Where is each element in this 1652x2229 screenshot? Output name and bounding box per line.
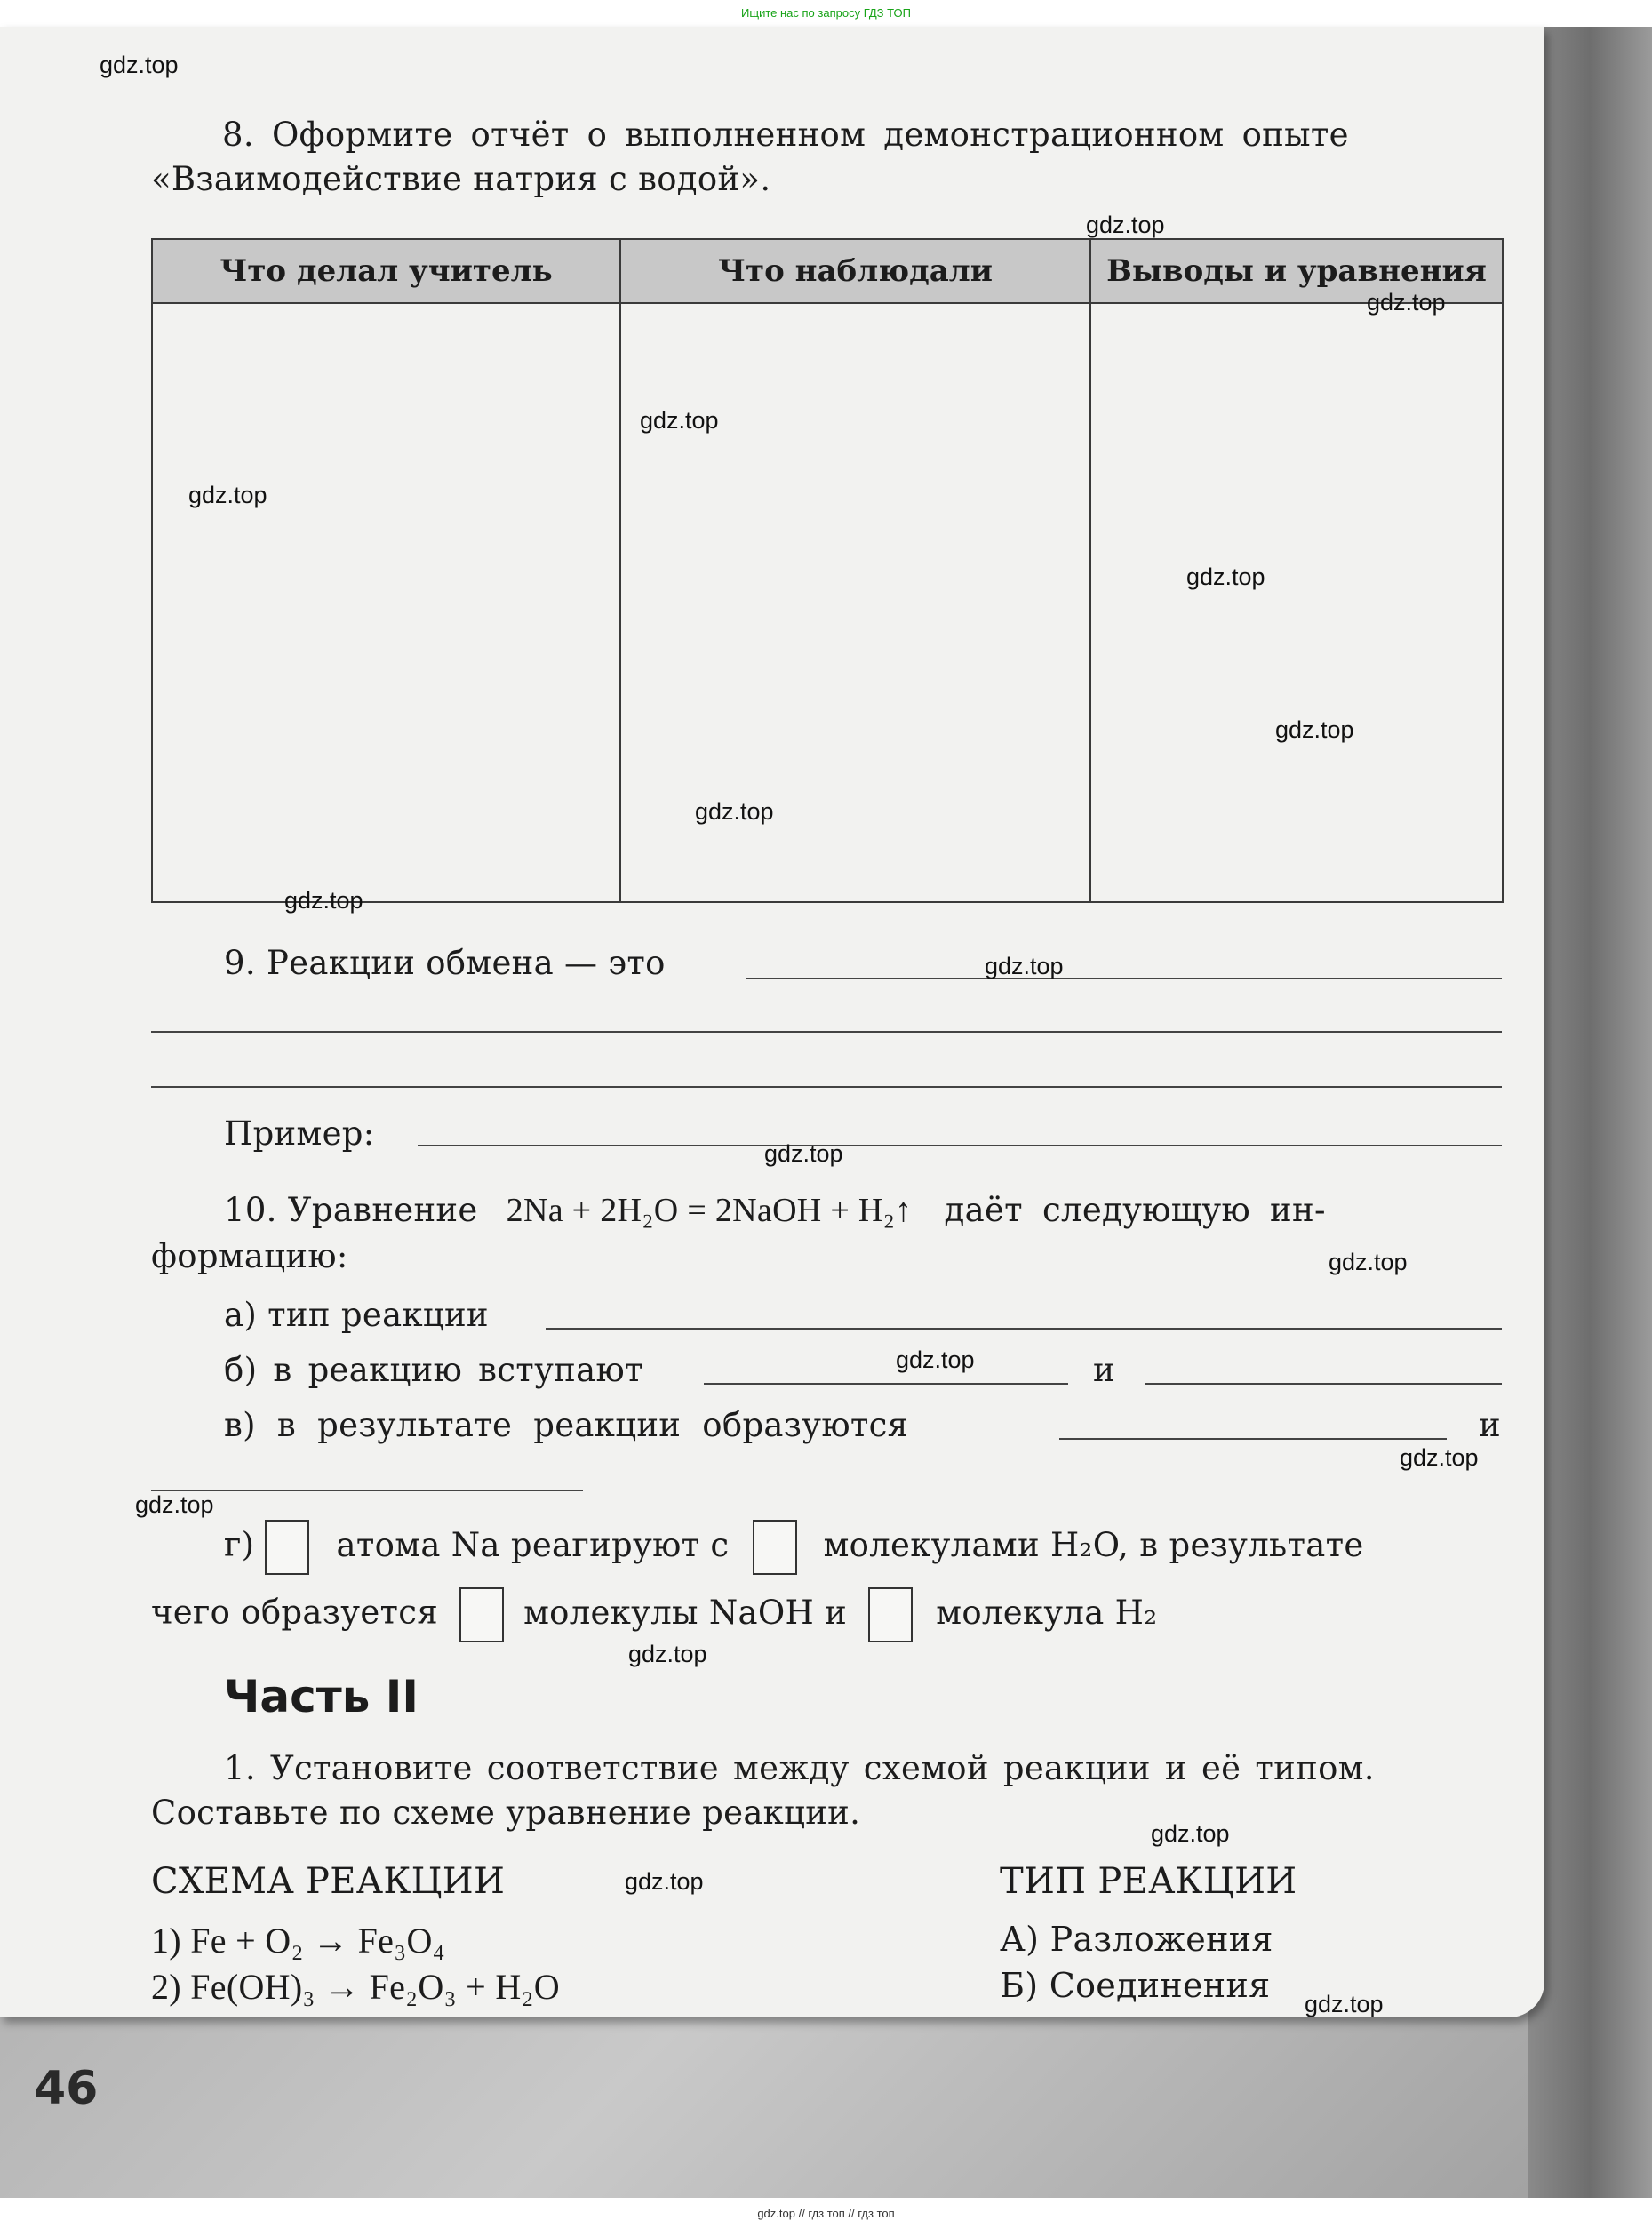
schema-header: СХЕМА РЕАКЦИИ <box>151 1861 506 1902</box>
task8-line2: «Взаимодействие натрия с водой». <box>151 160 771 198</box>
watermark: gdz.top <box>625 1868 704 1895</box>
task10-b-line2[interactable] <box>1145 1383 1502 1385</box>
table-cell-teacher[interactable] <box>152 303 620 902</box>
watermark: gdz.top <box>1086 212 1165 238</box>
task10-g-text2: молекулами H₂O, в результате <box>823 1525 1364 1564</box>
watermark: gdz.top <box>100 52 179 78</box>
task8-line1: 8. Оформите отчёт о выполненном демонстрационном опыте <box>222 116 1349 154</box>
table-header-observed: Что наблюдали <box>620 239 1090 303</box>
task10-a-line[interactable] <box>546 1328 1502 1330</box>
report-table <box>151 238 1504 903</box>
task10-g-row1 <box>224 1520 1364 1575</box>
table-cell-observed[interactable] <box>620 303 1090 902</box>
task10-g-text4: молекулы NaOH и <box>523 1593 848 1632</box>
watermark: gdz.top <box>1151 1820 1230 1847</box>
task10-g-text5: молекула H₂ <box>936 1593 1158 1632</box>
task10-intro-b: даёт следующую ин- <box>944 1191 1326 1229</box>
scheme-2: 2) Fe(OH)₃ → Fe₂O₃ + H₂O <box>151 1967 560 2007</box>
watermark: gdz.top <box>188 482 267 508</box>
task9-label: 9. Реакции обмена — это <box>224 944 666 982</box>
table-cell-conclusions[interactable] <box>1090 303 1503 902</box>
watermark: gdz.top <box>1400 1444 1479 1471</box>
task9-example-line[interactable] <box>418 1145 1502 1146</box>
watermark: gdz.top <box>764 1140 843 1167</box>
watermark: gdz.top <box>985 953 1064 979</box>
type-b: Б) Соединения <box>1000 1966 1271 2005</box>
watermark: gdz.top <box>284 887 363 914</box>
task9-answer-line[interactable] <box>746 978 1502 979</box>
part2-title: Часть II <box>224 1671 419 1722</box>
task10-b-and: и <box>1093 1351 1115 1389</box>
task10-g-text1: атома Na реагируют с <box>336 1525 730 1564</box>
task10-b: б) в реакцию вступают <box>224 1351 643 1389</box>
page-number: 46 <box>34 2062 99 2115</box>
task9-answer-line-3[interactable] <box>151 1086 1502 1088</box>
scheme-1: 1) Fe + O₂ → Fe₃O₄ <box>151 1921 445 1961</box>
watermark: gdz.top <box>628 1641 707 1667</box>
watermark: gdz.top <box>896 1346 975 1373</box>
task10-v: в) в результате реакции образуются <box>224 1406 909 1444</box>
naoh-molecules-box[interactable] <box>459 1587 504 1642</box>
watermark: gdz.top <box>640 407 719 434</box>
watermark: gdz.top <box>695 798 774 825</box>
watermark: gdz.top <box>1367 289 1446 316</box>
task10-v-line2[interactable] <box>151 1490 583 1491</box>
task10-v-line1[interactable] <box>1059 1438 1447 1440</box>
task10-intro <box>224 1191 1326 1230</box>
table-header-teacher: Что делал учитель <box>152 239 620 303</box>
h2-molecule-box[interactable] <box>868 1587 913 1642</box>
part2-task1-line2: Составьте по схеме уравнение реакции. <box>151 1794 861 1832</box>
bottom-banner[interactable]: gdz.top // гдз топ // гдз топ <box>757 2207 895 2220</box>
task10-v-and: и <box>1479 1406 1501 1444</box>
watermark: gdz.top <box>1329 1249 1408 1275</box>
task10-g-label: г) <box>224 1525 255 1564</box>
task10-g-text3: чего образуется <box>151 1593 438 1632</box>
type-header: ТИП РЕАКЦИИ <box>1000 1861 1297 1902</box>
task10-intro-a: 10. Уравнение <box>224 1191 478 1229</box>
watermark: gdz.top <box>1186 563 1265 590</box>
type-a: А) Разложения <box>1000 1920 1273 1959</box>
task10-a: а) тип реакции <box>224 1296 489 1334</box>
task9-answer-line-2[interactable] <box>151 1031 1502 1033</box>
watermark: gdz.top <box>1305 1991 1384 2017</box>
table-header-conclusions: Выводы и уравнения <box>1090 239 1503 303</box>
task10-equation: 2Na + 2H₂O = 2NaOH + H₂↑ <box>506 1192 913 1229</box>
top-banner[interactable]: Ищите нас по запросу ГДЗ ТОП <box>741 6 911 20</box>
h2o-molecules-box[interactable] <box>753 1520 797 1575</box>
watermark: gdz.top <box>135 1491 214 1518</box>
task10-b-line1[interactable] <box>704 1383 1068 1385</box>
na-atoms-box[interactable] <box>265 1520 309 1575</box>
task10-line2: формацию: <box>151 1237 348 1275</box>
task9-example: Пример: <box>224 1114 375 1153</box>
page-edge-shadow <box>1528 27 1652 2198</box>
part2-task1-line1: 1. Установите соответствие между схемой реакции и её типом. <box>224 1749 1375 1787</box>
watermark: gdz.top <box>1275 716 1354 743</box>
task10-g-row2 <box>151 1587 1157 1642</box>
